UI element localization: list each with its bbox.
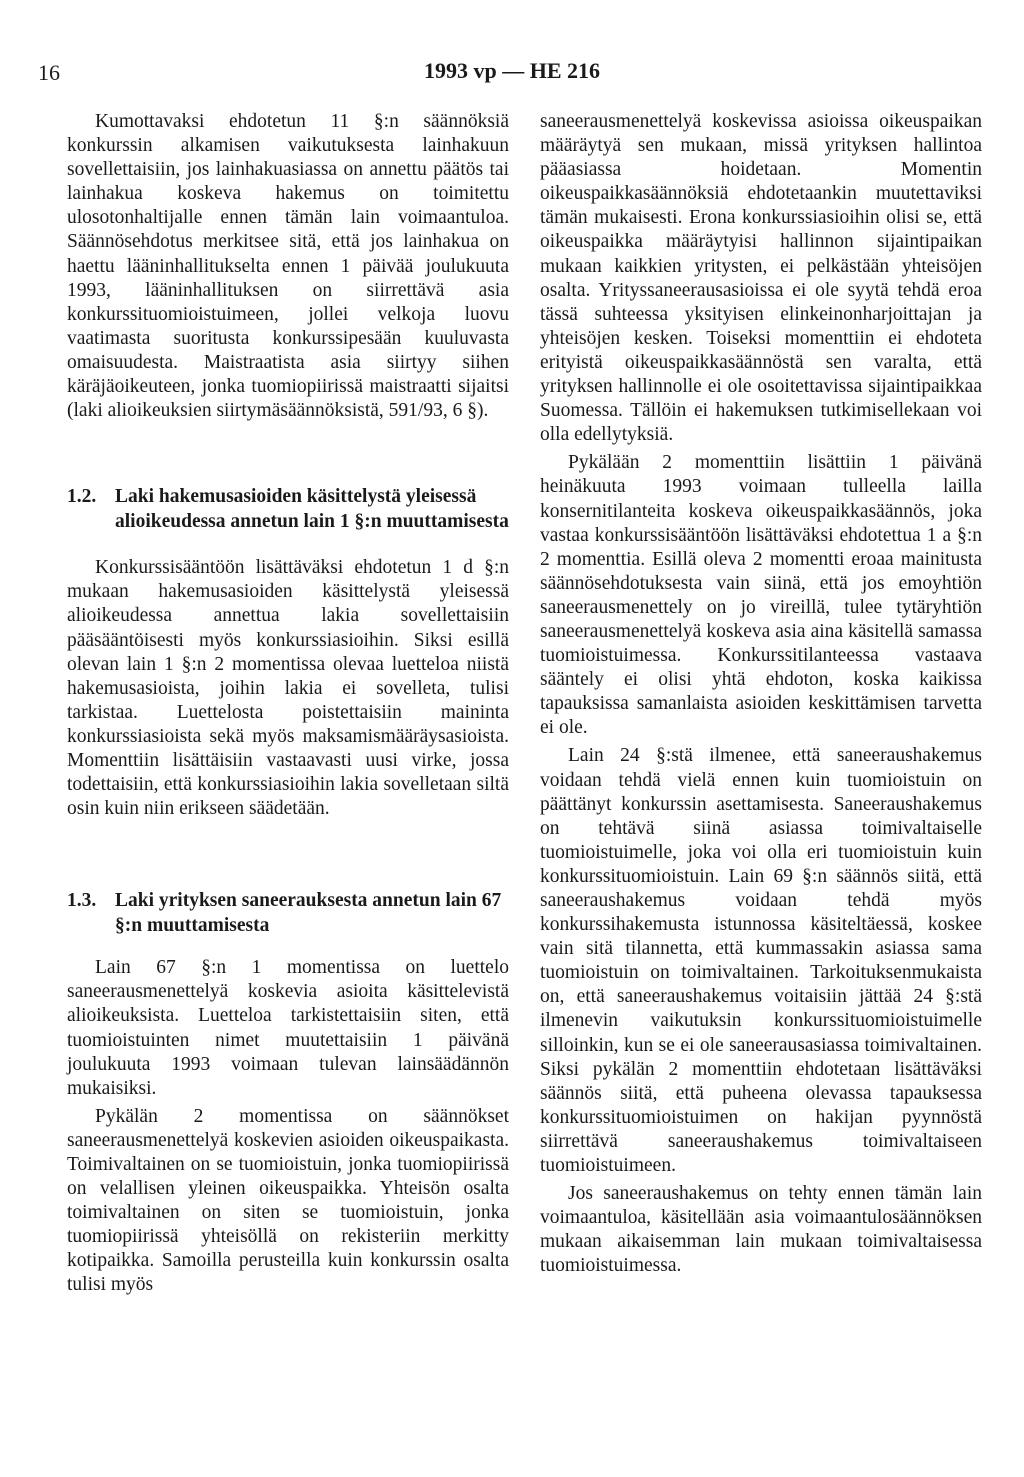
right-column xyxy=(540,110,982,1279)
paragraph: Konkurssisääntöön lisättäväksi ehdotetun 1 d §:n mukaan hakemusasioiden käsittelystä yleisessä alioikeudessa annettua lakia sovellettaisiin pääsääntöisesti myös konkurssiasioihin. Siksi esillä olevan lain 1 §:n 2 momentissa olevaa luetteloa niistä hakemusasioista, joihin lakia ei sovelleta, tulisi tarkistaa. Luettelosta poistettaisiin maininta konkurssiasioista sekä myös maksamismääräysasioista. Momenttiin lisättäisiin vastaavasti uusi virke, jossa todettaisiin, että konkurssiasioihin lakia sovelletaan siltä osin kuin niin erikseen säädetään. xyxy=(67,557,509,820)
paragraph: Lain 24 §:stä ilmenee, että saneeraushakemus voidaan tehdä vielä ennen kuin tuomioistuin on päättänyt konkurssin asettamisesta. Saneeraushakemus on tehtävä siinä asiassa toimivaltaiselle tuomioistuimelle, joka voi olla eri tuomioistuin kuin konkurssituomioistuin. Lain 69 §:n säännös siitä, että saneeraushakemus voidaan tehdä myös konkurssihakemusta istunnossa käsiteltäessä, koskee vain sitä tilannetta, että kummassakin asiassa sama tuomioistuin on toimivaltainen. Tarkoituksenmukaista on, että saneeraushakemus voitaisiin jättää 24 §:stä ilmenevin vaikutuksin konkurssituomioistuimelle silloinkin, kun se ei ole saneerausasiassa toimivaltainen. Siksi pykälän 2 momenttiin ehdotetaan lisättäväksi säännös siitä, että puheena olevassa tapauksessa konkurssituomioistuimen on hakijan pyynnöstä siirrettävä saneeraushakemus toimivaltaiseen tuomioistuimeen. xyxy=(540,745,982,1177)
section-heading-1-2 xyxy=(67,485,509,534)
section-number: 1.2. xyxy=(67,486,97,508)
section-heading-1-3 xyxy=(67,889,509,938)
paragraph: Pykälään 2 momenttiin lisättiin 1 päivänä heinäkuuta 1993 voimaan tulleella lailla konsernitilanteita koskeva oikeuspaikkasäännös, joka vastaa konkurssisääntöön lisättäväksi ehdotettua 1 a §:n 2 momenttia. Esillä oleva 2 momentti eroaa mainitusta säännösehdotuksesta vain siinä, että jos emoyhtiön saneerausmenettely on jo vireillä, tulee tytäryhtiön saneerausmenettelyä koskeva asia aina käsitellä samassa tuomioistuimessa. Konkurssitilanteessa vastaava sääntely ei olisi yhtä ehdoton, koska kaikissa tapauksissa samanlaista asioiden keskittämisen tarvetta ei ole. xyxy=(540,452,982,739)
running-header: 1993 vp — HE 216 xyxy=(423,58,601,83)
section-title: Laki yrityksen saneerauksesta annetun lain 67 §:n muuttamisesta xyxy=(115,890,502,936)
section-title: Laki hakemusasioiden käsittelystä yleisessä alioikeudessa annetun lain 1 §:n muuttamisesta xyxy=(115,486,509,532)
section-number: 1.3. xyxy=(67,890,97,912)
left-column xyxy=(67,110,509,1298)
paragraph: Jos saneeraushakemus on tehty ennen tämän lain voimaantuloa, käsitellään asia voimaantulosäännöksen mukaan aikaisemman lain mukaan toimivaltaisessa tuomioistuimessa. xyxy=(540,1183,982,1277)
paragraph: Kumottavaksi ehdotetun 11 §:n säännöksiä konkurssin alkamisen vaikutuksesta lainhakuun sovellettaisiin, jos lainhakuasiassa on annettu päätös tai lainhakua koskeva hakemus on toimitettu ulosotonhaltijalle ennen tämän lain voimaantuloa. Säännösehdotus merkitsee sitä, että jos lainhakua on haettu lääninhallitukselta ennen 1 päivää joulukuuta 1993, lääninhallituksen on siirrettävä asia konkurssituomioistuimeen, jollei velkoja luovu vaatimasta suoritusta konkurssipesään kuuluvasta omaisuudesta. Maistraatista asia siirtyy siihen käräjäoikeuteen, jonka tuomiopiirissä maistraatti sijaitsi (laki alioikeuksien siirtymäsäännöksistä, 591/93, 6 §). xyxy=(67,111,509,422)
page-number: 16 xyxy=(38,60,60,85)
paragraph: Lain 67 §:n 1 momentissa on luettelo saneerausmenettelyä koskevia asioita käsittelevistä alioikeuksista. Luetteloa tarkistettaisiin siten, että tuomioistuinten nimet muutettaisiin 1 päivänä joulukuuta 1993 voimaan tulevan lainsäädännön mukaisiksi. xyxy=(67,957,509,1099)
paragraph: saneerausmenettelyä koskevissa asioissa oikeuspaikan määräytyä sen mukaan, missä yrityksen hallintoa pääasiassa hoidetaan. Momentin oikeuspaikkasäännöksiä ehdotetaankin muutettaviksi tämän mukaisesti. Erona konkurssiasioihin olisi se, että oikeuspaikka määräytyisi hallinnon sijaintipaikan mukaan kaikkien yritysten, ei pelkästään yhteisöjen osalta. Yrityssaneerausasioissa ei ole syytä tehdä eroa tässä suhteessa yksityisen elinkeinonharjoittajan ja yhteisöjen kesken. Toiseksi momenttiin ei ehdoteta erityistä oikeuspaikkasäännöstä sen varalta, että yrityksen hallinnolle ei ole osoitettavissa sijaintipaikkaa Suomessa. Tällöin ei hakemuksen tutkimisellekaan voi olla edellytyksiä. xyxy=(540,111,982,446)
paragraph: Pykälän 2 momentissa on säännökset saneerausmenettelyä koskevien asioiden oikeuspaikasta. Toimivaltainen on se tuomioistuin, jonka tuomiopiirissä on velallisen yleinen oikeuspaikka. Yhteisön osalta toimivaltainen on siten se tuomioistuin, jonka tuomiopiirissä yhteisöllä on rekisteriin merkitty kotipaikka. Samoilla perusteilla kuin konkurssin osalta tulisi myös xyxy=(67,1105,509,1296)
